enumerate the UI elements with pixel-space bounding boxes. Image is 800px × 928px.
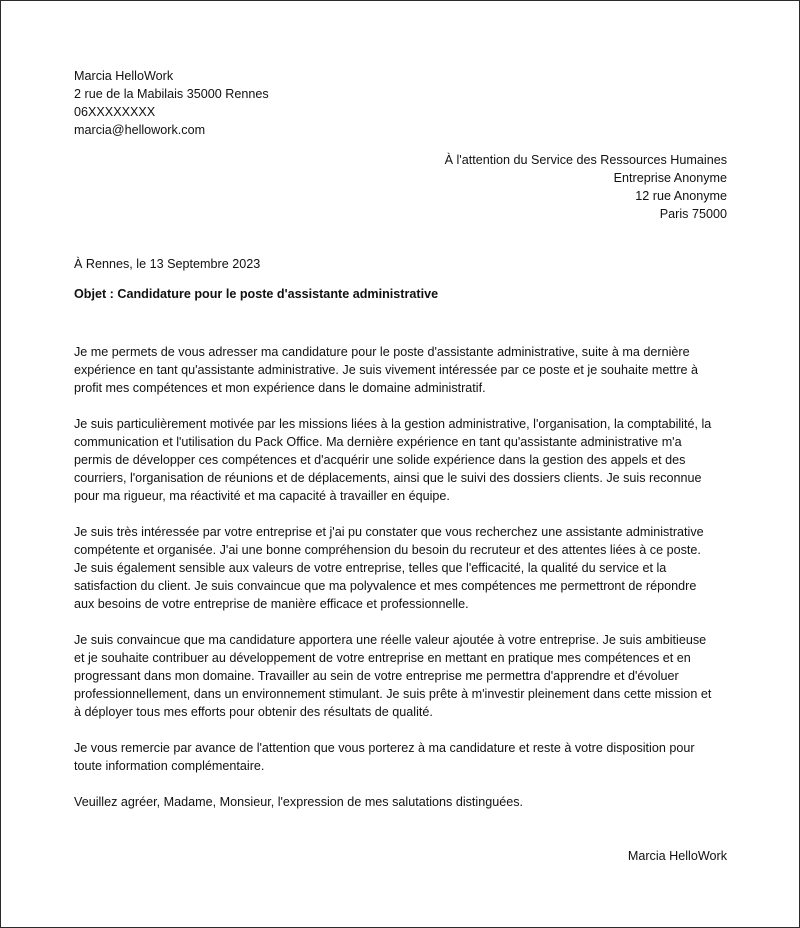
paragraph-line: Je me permets de vous adresser ma candidature pour le poste d'assistante administrative, suite à ma dernière: [74, 345, 690, 359]
paragraph-line: expérience en tant qu'assistante administrative. Je suis vivement intéressée par ce poste et je souhaite mettre à: [74, 363, 699, 377]
letter-body: [74, 343, 734, 829]
body-paragraph: [74, 793, 734, 811]
body-paragraph: [74, 343, 734, 397]
body-paragraph: [74, 415, 734, 505]
paragraph-line: communication et l'utilisation du Pack Office. Ma dernière expérience en tant qu'assistante administrative m'a: [74, 435, 682, 449]
sender-phone: 06XXXXXXXX: [74, 105, 156, 119]
paragraph-line: à déployer tous mes efforts pour obtenir des résultats de qualité.: [74, 705, 433, 719]
paragraph-line: aux besoins de votre entreprise de manière efficace et professionnelle.: [74, 597, 469, 611]
body-paragraph: [74, 631, 734, 721]
paragraph-line: Je vous remercie par avance de l'attention que vous porterez à ma candidature et reste à votre disposition pour: [74, 741, 695, 755]
paragraph-line: Je suis également sensible aux valeurs de votre entreprise, telles que l'efficacité, la qualité du service et la: [74, 561, 667, 575]
paragraph-line: courriers, l'organisation de réunions et de déplacements, ainsi que le suivi des dossiers clients. Je suis reconnue: [74, 471, 702, 485]
paragraph-line: professionnellement, dans un environnement stimulant. Je suis prête à m'investir pleinement dans cette mission et: [74, 687, 712, 701]
paragraph-line: Veuillez agréer, Madame, Monsieur, l'expression de mes salutations distinguées.: [74, 795, 524, 809]
recipient-block: [445, 151, 727, 223]
subject-line: Objet : Candidature pour le poste d'assistante administrative: [74, 287, 439, 301]
paragraph-line: progressant dans mon domaine. Travailler au sein de votre entreprise me permettra d'apprendre et d'évoluer: [74, 669, 679, 683]
paragraph-line: Je suis convaincue que ma candidature apportera une réelle valeur ajoutée à votre entreprise. Je suis ambitieuse: [74, 633, 707, 647]
sender-email: marcia@hellowork.com: [74, 123, 206, 137]
paragraph-line: Je suis particulièrement motivée par les missions liées à la gestion administrative, l'organisation, la comptabilité, la: [74, 417, 712, 431]
recipient-company: Entreprise Anonyme: [613, 171, 727, 185]
paragraph-line: permis de développer ces compétences et d'acquérir une solide expérience dans la gestion des appels et des: [74, 453, 686, 467]
paragraph-line: Je suis très intéressée par votre entreprise et j'ai pu constater que vous recherchez une assistante administrative: [74, 525, 704, 539]
sender-block: [74, 67, 269, 139]
paragraph-line: pour ma rigueur, ma réactivité et ma capacité à travailler en équipe.: [74, 489, 450, 503]
sender-address: 2 rue de la Mabilais 35000 Rennes: [74, 87, 269, 101]
recipient-city: Paris 75000: [659, 207, 727, 221]
paragraph-line: compétente et organisée. J'ai une bonne compréhension du besoin du recruteur et des attentes liées à ce poste.: [74, 543, 701, 557]
place-date: À Rennes, le 13 Septembre 2023: [74, 257, 261, 271]
paragraph-line: profit mes compétences et mon expérience dans le domaine administratif.: [74, 381, 486, 395]
sender-name: Marcia HelloWork: [74, 69, 174, 83]
recipient-street: 12 rue Anonyme: [635, 189, 727, 203]
body-paragraph: [74, 523, 734, 613]
signature: Marcia HelloWork: [627, 849, 727, 863]
paragraph-line: satisfaction du client. Je suis convaincue que ma polyvalence et mes compétences me permettront de répondre: [74, 579, 697, 593]
body-paragraph: [74, 739, 734, 775]
recipient-attention: À l'attention du Service des Ressources Humaines: [444, 153, 727, 167]
paragraph-line: toute information complémentaire.: [74, 759, 265, 773]
paragraph-line: et je souhaite contribuer au développement de votre entreprise en mettant en pratique mes compétences et en: [74, 651, 691, 665]
